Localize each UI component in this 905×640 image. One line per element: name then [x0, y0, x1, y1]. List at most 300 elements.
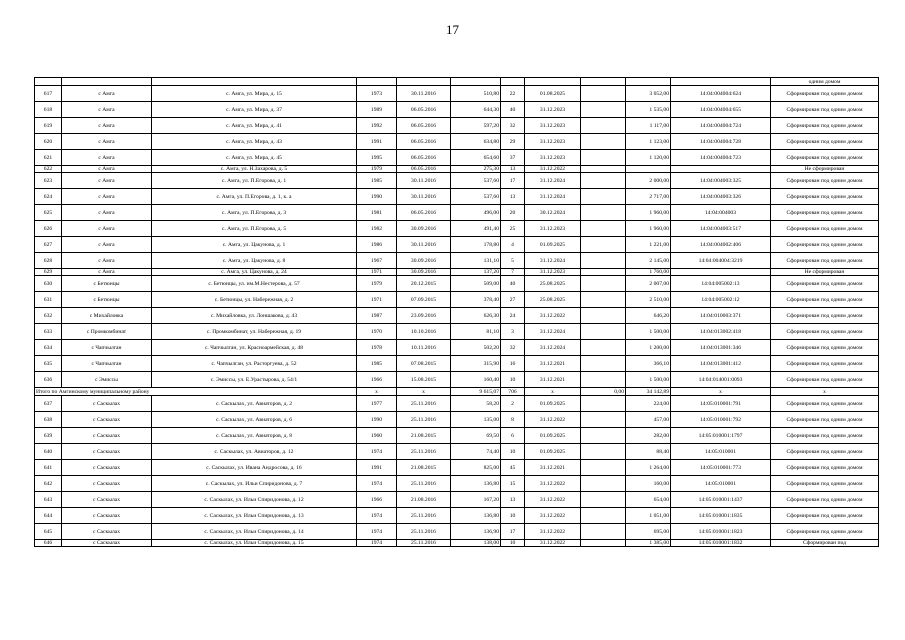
cell-row-number: 639 — [35, 428, 62, 444]
cell-settlement: с Саскылах — [62, 508, 152, 524]
cell-cadastral-number: 14:04:010003:371 — [671, 308, 771, 324]
cell-area: 597,20 — [451, 118, 501, 134]
cell-cost: 1 221,00 — [626, 237, 671, 253]
table-row — [35, 340, 879, 356]
cell-resettlement-deadline: 31.12.2022 — [525, 412, 581, 428]
cell-cadastral-number: 14:04:004004:3219 — [671, 253, 771, 269]
cell-settlement: с Амга — [62, 86, 152, 102]
cell-row-number: 620 — [35, 134, 62, 150]
cell-area: 378,40 — [451, 292, 501, 308]
cell-residents: 706 — [501, 388, 525, 396]
cell-cadastral-number: 14:04:004004:724 — [671, 118, 771, 134]
cell-recognition-date — [397, 78, 451, 86]
cell-cost: 654,00 — [626, 492, 671, 508]
cell-cost: 2 145,00 — [626, 253, 671, 269]
cell-residents: 29 — [501, 134, 525, 150]
table-row — [35, 166, 879, 173]
cell-year-built: 1987 — [357, 308, 397, 324]
cell-area: 825,00 — [451, 460, 501, 476]
cell-empty — [581, 134, 626, 150]
cell-residents: 32 — [501, 118, 525, 134]
cell-cost: 1 123,00 — [626, 134, 671, 150]
cell-recognition-date: 07.09.2015 — [397, 292, 451, 308]
cell-settlement: с Амга — [62, 134, 152, 150]
cell-land-status: Сформирован под одним домом — [771, 276, 879, 292]
cell-cadastral-number: 14:04:004003:517 — [671, 221, 771, 237]
cell-settlement: с Амга — [62, 102, 152, 118]
cell-empty — [581, 292, 626, 308]
cell-land-status: Сформирован под одним домом — [771, 324, 879, 340]
table-row — [35, 524, 879, 540]
cell-settlement: с Бетюнцы — [62, 276, 152, 292]
cell-cadastral-number: 14:04:013002:418 — [671, 324, 771, 340]
cell-row-number — [35, 78, 62, 86]
cell-residents: 13 — [501, 189, 525, 205]
cell-resettlement-deadline: 31.12.2023 — [525, 150, 581, 166]
cell-row-number: 643 — [35, 492, 62, 508]
cell-residents: 10 — [501, 444, 525, 460]
cell-recognition-date: 30.11.2016 — [397, 237, 451, 253]
cell-recognition-date: 15.08.2015 — [397, 372, 451, 388]
cell-recognition-date: 21.08.2016 — [397, 492, 451, 508]
cell-year-built: х — [357, 388, 397, 396]
cell-address: с. Саскылах, ул. Авиаторов, д. 12 — [152, 444, 357, 460]
cell-address: с. Амга, ул. П.Егорова, д. 3 — [152, 205, 357, 221]
cell-cadastral-number: х — [671, 388, 771, 396]
cell-recognition-date: 10.10.2016 — [397, 324, 451, 340]
cell-resettlement-deadline: 31.12.2022 — [525, 524, 581, 540]
cell-area: 160,40 — [451, 372, 501, 388]
cell-year-built: 1960 — [357, 428, 397, 444]
cell-cost: 457,00 — [626, 412, 671, 428]
cell-empty — [581, 253, 626, 269]
cell-residents — [501, 78, 525, 86]
cell-area: 136,90 — [451, 524, 501, 540]
cell-empty — [581, 396, 626, 412]
cell-address: с. Промкомбинат, ул. Набережная, д. 19 — [152, 324, 357, 340]
cell-year-built — [357, 78, 397, 86]
cell-settlement: с Амга — [62, 205, 152, 221]
cell-recognition-date: 25.11.2016 — [397, 476, 451, 492]
cell-year-built: 1986 — [357, 237, 397, 253]
cell-year-built: 1981 — [357, 205, 397, 221]
cell-area: 58,20 — [451, 396, 501, 412]
cell-resettlement-deadline: 01.09.2025 — [525, 237, 581, 253]
cell-empty — [581, 324, 626, 340]
cell-area: 135,00 — [451, 412, 501, 428]
cell-empty — [581, 308, 626, 324]
table-row — [35, 444, 879, 460]
cell-settlement: с Саскылах — [62, 524, 152, 540]
cell-cadastral-number: 14:04:005002:12 — [671, 292, 771, 308]
cell-row-number: 624 — [35, 189, 62, 205]
cell-row-number: 635 — [35, 356, 62, 372]
cell-residents: 10 — [501, 540, 525, 547]
cell-area: 502,20 — [451, 340, 501, 356]
cell-settlement: с Чапчылган — [62, 340, 152, 356]
cell-year-built: 1985 — [357, 173, 397, 189]
cell-row-number: 632 — [35, 308, 62, 324]
cell-empty — [581, 102, 626, 118]
cell-settlement: с Амга — [62, 221, 152, 237]
cell-recognition-date: 06.05.2016 — [397, 205, 451, 221]
cell-cost: 366,10 — [626, 356, 671, 372]
cell-empty — [581, 444, 626, 460]
cell-cost: 1 960,00 — [626, 205, 671, 221]
cell-address: с. Амга, ул. Цакунова, д. 24 — [152, 269, 357, 276]
cell-cadastral-number: 14:04:014001:0093 — [671, 372, 771, 388]
cell-resettlement-deadline: 31.12.2023 — [525, 102, 581, 118]
table-row — [35, 428, 879, 444]
cell-row-number: 619 — [35, 118, 62, 134]
cell-residents: 27 — [501, 292, 525, 308]
cell-resettlement-deadline: х — [525, 388, 581, 396]
cell-resettlement-deadline: 31.12.2022 — [525, 508, 581, 524]
cell-address: с. Амга, ул. Н.Захарова, д. 5 — [152, 166, 357, 173]
cell-land-status: Сформирован под одним домом — [771, 86, 879, 102]
cell-row-number: 644 — [35, 508, 62, 524]
cell-residents: 17 — [501, 173, 525, 189]
table-row — [35, 508, 879, 524]
cell-row-number: 622 — [35, 166, 62, 173]
cell-address: с. Амга, ул. Мира, д. 15 — [152, 86, 357, 102]
cell-year-built: 1974 — [357, 476, 397, 492]
cell-settlement: с Михайловка — [62, 308, 152, 324]
cell-settlement: с Эмиссы — [62, 372, 152, 388]
cell-address: с. Амга, ул. Цакунова, д. 1 — [152, 237, 357, 253]
cell-cost: 646,20 — [626, 308, 671, 324]
cell-year-built: 1991 — [357, 134, 397, 150]
cell-cadastral-number: 14:04:005002:13 — [671, 276, 771, 292]
cell-address: с. Михайловка, ул. Лоншакова, д. 43 — [152, 308, 357, 324]
cell-area: 167,20 — [451, 492, 501, 508]
cell-area: 634,80 — [451, 134, 501, 150]
cell-residents: 13 — [501, 166, 525, 173]
cell-resettlement-deadline: 31.12.2021 — [525, 460, 581, 476]
cell-resettlement-deadline: 31.12.2022 — [525, 540, 581, 547]
cell-resettlement-deadline: 31.12.2021 — [525, 372, 581, 388]
cell-row-number: 631 — [35, 292, 62, 308]
cell-resettlement-deadline: 01.09.2025 — [525, 428, 581, 444]
cell-land-status: Не сформирован — [771, 166, 879, 173]
cell-row-number: 625 — [35, 205, 62, 221]
cell-cadastral-number: 14:04:004004:728 — [671, 134, 771, 150]
cell-land-status: Сформирован под одним домом — [771, 237, 879, 253]
cell-settlement: с Чапчылган — [62, 356, 152, 372]
cell-cost: 1 760,00 — [626, 269, 671, 276]
cell-year-built: 1974 — [357, 444, 397, 460]
table-row — [35, 134, 879, 150]
cell-residents: 15 — [501, 476, 525, 492]
cell-land-status: Не сформирован — [771, 269, 879, 276]
cell-area: 654,60 — [451, 150, 501, 166]
table-row — [35, 269, 879, 276]
cell-cost: 1 500,00 — [626, 324, 671, 340]
cell-land-status: Сформирован под одним домом — [771, 492, 879, 508]
cell-land-status: Сформирован под одним домом — [771, 396, 879, 412]
cell-resettlement-deadline: 31.12.2021 — [525, 356, 581, 372]
cell-area: 315,90 — [451, 356, 501, 372]
cell-recognition-date: 23.09.2016 — [397, 308, 451, 324]
table-row — [35, 476, 879, 492]
cell-empty — [581, 276, 626, 292]
cell-address: с. Амга, ул. П.Егорова, д. 1 — [152, 173, 357, 189]
cell-year-built: 1967 — [357, 253, 397, 269]
cell-residents: 32 — [501, 340, 525, 356]
table-row — [35, 118, 879, 134]
cell-recognition-date: 30.11.2016 — [397, 173, 451, 189]
cell-empty — [581, 86, 626, 102]
cell-year-built: 1979 — [357, 166, 397, 173]
cell-recognition-date: 21.08.2015 — [397, 460, 451, 476]
cell-resettlement-deadline: 31.12.2024 — [525, 324, 581, 340]
cell-cadastral-number: 14:04:004004:624 — [671, 86, 771, 102]
cell-year-built: 1970 — [357, 324, 397, 340]
cell-cadastral-number — [671, 78, 771, 86]
cell-settlement: с Саскылах — [62, 428, 152, 444]
cell-recognition-date: 21.08.2015 — [397, 428, 451, 444]
cell-settlement — [62, 78, 152, 86]
cell-empty — [581, 150, 626, 166]
cell-land-status: Сформирован под одним домом — [771, 524, 879, 540]
cell-residents: 45 — [501, 460, 525, 476]
cell-cost: 160,00 — [626, 476, 671, 492]
cell-cadastral-number: 14:04:004004:723 — [671, 150, 771, 166]
cell-empty — [581, 492, 626, 508]
cell-empty — [581, 356, 626, 372]
cell-empty — [581, 205, 626, 221]
cell-cadastral-number: 14:04:004003:325 — [671, 173, 771, 189]
cell-row-number: 630 — [35, 276, 62, 292]
table-row — [35, 356, 879, 372]
cell-land-status: Сформирован под одним домом — [771, 134, 879, 150]
cell-land-status: Сформирован под одним домом — [771, 150, 879, 166]
cell-residents: 4 — [501, 237, 525, 253]
cell-cadastral-number: 14:04:004002:406 — [671, 237, 771, 253]
cell-residents: 37 — [501, 150, 525, 166]
cell-area — [451, 78, 501, 86]
cell-year-built: 1995 — [357, 150, 397, 166]
cell-area: 138,00 — [451, 540, 501, 547]
cell-row-number: 623 — [35, 173, 62, 189]
table-row — [35, 308, 879, 324]
cell-settlement: с Саскылах — [62, 412, 152, 428]
cell-row-number: 641 — [35, 460, 62, 476]
table-row — [35, 396, 879, 412]
cell-resettlement-deadline: 31.12.2022 — [525, 476, 581, 492]
cell-row-number: 617 — [35, 86, 62, 102]
cell-address: с. Саскылах, ул. Ильи Спиридонова, д. 7 — [152, 476, 357, 492]
cell-row-number: 640 — [35, 444, 62, 460]
cell-recognition-date: 25.11.2016 — [397, 412, 451, 428]
cell-recognition-date: 06.05.2016 — [397, 150, 451, 166]
table-row — [35, 292, 879, 308]
cell-residents: 24 — [501, 308, 525, 324]
cell-area: 9 615,07 — [451, 388, 501, 396]
cell-cost: 1 120,00 — [626, 150, 671, 166]
cell-residents: 40 — [501, 102, 525, 118]
total-row — [35, 388, 879, 396]
cell-land-status: х — [771, 388, 879, 396]
cell-settlement: с Амга — [62, 253, 152, 269]
cell-row-number: 621 — [35, 150, 62, 166]
cell-year-built: 1990 — [357, 412, 397, 428]
cell-recognition-date: 06.05.2016 — [397, 166, 451, 173]
cell-resettlement-deadline: 01.08.2025 — [525, 86, 581, 102]
cell-resettlement-deadline: 30.12.2024 — [525, 205, 581, 221]
page-number: 17 — [446, 22, 459, 37]
cell-settlement: с Саскылах — [62, 396, 152, 412]
cell-cost: 1 385,00 — [626, 540, 671, 547]
cell-year-built: 1989 — [357, 102, 397, 118]
table-row — [35, 78, 879, 86]
cell-cadastral-number: 14:05:010001:1835 — [671, 508, 771, 524]
cell-settlement: с Саскылах — [62, 460, 152, 476]
table-row — [35, 492, 879, 508]
cell-address: с. Саскылах, ул. Ильи Спиридонова, д. 14 — [152, 524, 357, 540]
cell-land-status: Сформирован под одним домом — [771, 476, 879, 492]
cell-cadastral-number: 14:04:013001:346 — [671, 340, 771, 356]
cell-resettlement-deadline: 25.08.2025 — [525, 276, 581, 292]
cell-residents: 25 — [501, 221, 525, 237]
cell-year-built: 1974 — [357, 540, 397, 547]
table-row — [35, 253, 879, 269]
cell-total-label: Итого по Амгинскому муниципальному району — [35, 388, 357, 396]
cell-recognition-date: 06.05.2016 — [397, 134, 451, 150]
cell-resettlement-deadline: 31.12.2024 — [525, 173, 581, 189]
cell-cadastral-number: 14:05:010001:1437 — [671, 492, 771, 508]
cell-resettlement-deadline: 31.12.2022 — [525, 166, 581, 173]
cell-area: 81,10 — [451, 324, 501, 340]
cell-area: 644,30 — [451, 102, 501, 118]
cell-recognition-date: 30.11.2016 — [397, 189, 451, 205]
cell-settlement: с Амга — [62, 118, 152, 134]
table-row — [35, 372, 879, 388]
cell-residents: 40 — [501, 276, 525, 292]
cell-recognition-date: 25.11.2016 — [397, 396, 451, 412]
cell-year-built: 1971 — [357, 269, 397, 276]
cell-recognition-date: 25.11.2016 — [397, 540, 451, 547]
cell-residents: 8 — [501, 412, 525, 428]
cell-cadastral-number: 14:05:010001:792 — [671, 412, 771, 428]
table-row — [35, 412, 879, 428]
cell-land-status: Сформирован под одним домом — [771, 508, 879, 524]
cell-address: с. Амга, ул. Цакунова, д. 8 — [152, 253, 357, 269]
cell-area: 69,50 — [451, 428, 501, 444]
cell-cost: 1 500,00 — [626, 372, 671, 388]
cell-cadastral-number: 14:04:004003 — [671, 205, 771, 221]
cell-year-built: 1966 — [357, 492, 397, 508]
cell-area: 136,80 — [451, 508, 501, 524]
cell-year-built: 1985 — [357, 356, 397, 372]
cell-resettlement-deadline: 31.12.2023 — [525, 221, 581, 237]
cell-land-status: Сформирован под одним домом — [771, 292, 879, 308]
cell-residents: 10 — [501, 372, 525, 388]
cell-resettlement-deadline: 31.12.2022 — [525, 492, 581, 508]
cell-recognition-date: 30.11.2016 — [397, 86, 451, 102]
cell-row-number: 626 — [35, 221, 62, 237]
cell-year-built: 1971 — [357, 292, 397, 308]
cell-settlement: с Амга — [62, 166, 152, 173]
cell-cadastral-number: 14:05:010001:773 — [671, 460, 771, 476]
cell-address: с. Бетюнцы, ул. им.М.Нестерова, д. 57 — [152, 276, 357, 292]
cell-settlement: с Саскылах — [62, 444, 152, 460]
cell-year-built: 1979 — [357, 276, 397, 292]
table-row — [35, 173, 879, 189]
cell-cost: 695,00 — [626, 524, 671, 540]
cell-row-number: 618 — [35, 102, 62, 118]
cell-area: 496,00 — [451, 205, 501, 221]
cell-cost — [626, 78, 671, 86]
table-row — [35, 150, 879, 166]
cell-year-built: 1982 — [357, 221, 397, 237]
cell-year-built: 1977 — [357, 396, 397, 412]
cell-address: с. Чапчылган, ул. Расторгуева, д. 52 — [152, 356, 357, 372]
cell-address: с. Амга, ул. Мира, д. 45 — [152, 150, 357, 166]
cell-cadastral-number: 14:05:010001:1823 — [671, 524, 771, 540]
cell-cost: 224,00 — [626, 396, 671, 412]
cell-land-status: Сформирован под одним домом — [771, 340, 879, 356]
cell-settlement: с Саскылах — [62, 476, 152, 492]
cell-resettlement-deadline: 31.12.2023 — [525, 134, 581, 150]
cell-year-built: 1992 — [357, 118, 397, 134]
cell-row-number: 627 — [35, 237, 62, 253]
cell-recognition-date: 25.11.2016 — [397, 444, 451, 460]
cell-address — [152, 78, 357, 86]
cell-residents: 7 — [501, 269, 525, 276]
cell-cost: 1 264,00 — [626, 460, 671, 476]
cell-address: с. Амга, ул. Мира, д. 37 — [152, 102, 357, 118]
cell-cadastral-number — [671, 166, 771, 173]
cell-cost: 1 117,00 — [626, 118, 671, 134]
cell-cost — [626, 166, 671, 173]
cell-residents: 22 — [501, 86, 525, 102]
cell-address: с. Амга, ул. Мира, д. 41 — [152, 118, 357, 134]
cell-empty — [581, 524, 626, 540]
cell-settlement: с Промкомбинат — [62, 324, 152, 340]
cell-empty — [581, 540, 626, 547]
cell-cadastral-number: 14:04:004003:326 — [671, 189, 771, 205]
cell-address: с. Саскылах, ул. Авиаторов, д. 6 — [152, 412, 357, 428]
cell-land-status: Сформирован под одним домом — [771, 189, 879, 205]
cell-address: с. Саскылах, ул. Ильи Спиридонова, д. 15 — [152, 540, 357, 547]
cell-year-built: 1974 — [357, 508, 397, 524]
cell-year-built: 1973 — [357, 86, 397, 102]
cell-cadastral-number: 14:05:010001:791 — [671, 396, 771, 412]
table-row — [35, 205, 879, 221]
cell-cost: 1 051,00 — [626, 508, 671, 524]
cell-area: 136,80 — [451, 476, 501, 492]
cell-residents: 13 — [501, 492, 525, 508]
cell-cost: 2 007,00 — [626, 276, 671, 292]
cell-cadastral-number: 14:05:010001:1832 — [671, 540, 771, 547]
cell-address: с. Амга, ул. П.Егорова, д. 5 — [152, 221, 357, 237]
cell-resettlement-deadline: 31.12.2023 — [525, 269, 581, 276]
cell-address: с. Бетюнцы, ул. Набережная, д. 2 — [152, 292, 357, 308]
cell-address: с. Амга, ул. П.Егорова, д. 1, к. а — [152, 189, 357, 205]
table-row — [35, 221, 879, 237]
cell-resettlement-deadline: 31.12.2024 — [525, 189, 581, 205]
cell-empty — [581, 78, 626, 86]
cell-land-status: Сформирован под одним домом — [771, 428, 879, 444]
cell-residents: 5 — [501, 253, 525, 269]
cell-empty — [581, 269, 626, 276]
cell-land-status: Сформирован под одним домом — [771, 372, 879, 388]
cell-settlement: с Бетюнцы — [62, 292, 152, 308]
cell-empty — [581, 166, 626, 173]
cell-cadastral-number: 14:04:013001:412 — [671, 356, 771, 372]
cell-address: с. Саскылах, ул. Авиаторов, д. 2 — [152, 396, 357, 412]
